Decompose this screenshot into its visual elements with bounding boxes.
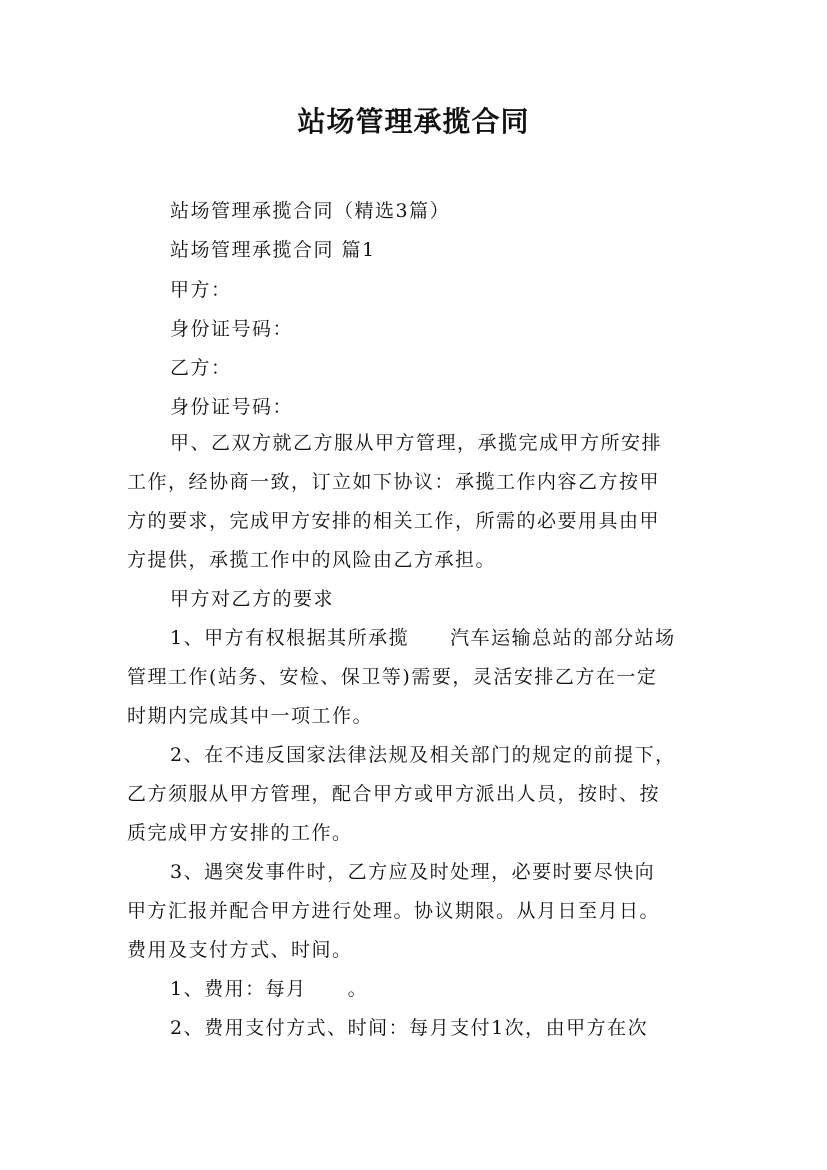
party-b-id-label: 身份证号码： — [170, 396, 294, 418]
subtitle-line: 站场管理承揽合同（精选3篇） — [170, 200, 451, 222]
party-b-label: 乙方： — [170, 357, 232, 379]
paragraph-line: 甲方汇报并配合甲方进行处理。协议期限。从月日至月日。 — [127, 900, 661, 922]
payment-line: 2、费用支付方式、时间：每月支付1次，由甲方在次 — [170, 1017, 649, 1039]
paragraph-line: 方提供，承揽工作中的风险由乙方承担。 — [127, 549, 497, 571]
paragraph-line: 方的要求，完成甲方安排的相关工作，所需的必要用具由甲 — [127, 510, 661, 532]
paragraph-line: 2、在不违反国家法律法规及相关部门的规定的前提下， — [170, 744, 676, 766]
paragraph-line: 1、甲方有权根据其所承揽 汽车运输总站的部分站场 — [170, 627, 676, 649]
document-title: 站场管理承揽合同 — [297, 105, 530, 138]
party-a-id-label: 身份证号码： — [170, 318, 294, 340]
requirements-heading: 甲方对乙方的要求 — [170, 588, 335, 610]
paragraph-line: 时期内完成其中一项工作。 — [127, 705, 374, 727]
paragraph-line: 3、遇突发事件时，乙方应及时处理，必要时要尽快向 — [170, 861, 656, 883]
section-heading: 站场管理承揽合同 篇1 — [170, 239, 376, 261]
paragraph-line: 费用及支付方式、时间。 — [127, 939, 353, 961]
fee-line: 1、费用：每月 。 — [170, 978, 369, 1000]
paragraph-line: 工作，经协商一致，订立如下协议：承揽工作内容乙方按甲 — [127, 471, 661, 493]
paragraph-line: 乙方须服从甲方管理，配合甲方或甲方派出人员，按时、按 — [127, 783, 661, 805]
paragraph-line: 管理工作(站务、安检、保卫等)需要，灵活安排乙方在一定 — [127, 666, 658, 688]
paragraph-line: 质完成甲方安排的工作。 — [127, 822, 353, 844]
paragraph-line: 甲、乙双方就乙方服从甲方管理，承揽完成甲方所安排 — [170, 432, 663, 454]
party-a-label: 甲方： — [170, 279, 232, 301]
